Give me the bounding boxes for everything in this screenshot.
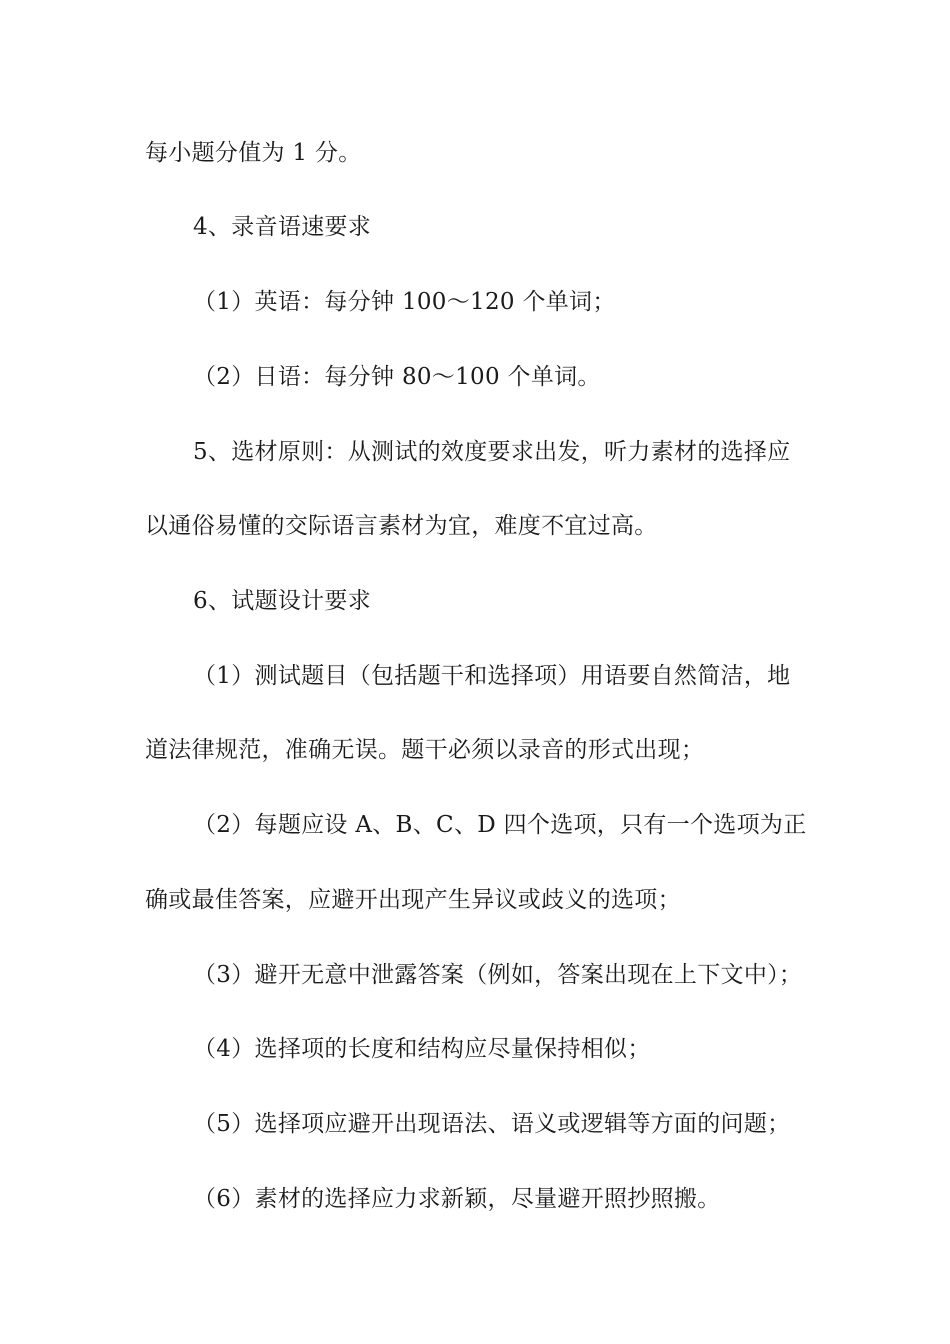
paragraph-line: 5、选材原则：从测试的效度要求出发，听力素材的选择应 (193, 439, 791, 465)
paragraph-line: 确或最佳答案，应避开出现产生异议或歧义的选项； (145, 887, 681, 913)
list-item: （3）避开无意中泄露答案（例如，答案出现在上下文中）； (193, 962, 803, 988)
list-item: （1）英语：每分钟 100～120 个单词； (193, 289, 616, 315)
paragraph-line: 以通俗易懂的交际语言素材为宜，难度不宜过高。 (145, 513, 658, 539)
list-item: （6）素材的选择应力求新颖，尽量避开照抄照搬。 (193, 1186, 721, 1212)
section-heading: 4、录音语速要求 (193, 214, 372, 240)
list-item: （1）测试题目（包括题干和选择项）用语要自然简洁，地 (193, 663, 791, 689)
list-item: （2）日语：每分钟 80～100 个单词。 (193, 364, 601, 390)
list-item: （5）选择项应避开出现语法、语义或逻辑等方面的问题； (193, 1111, 791, 1137)
list-item: （2）每题应设 A、B、C、D 四个选项，只有一个选项为正 (193, 812, 807, 838)
paragraph-line: 道法律规范，准确无误。题干必须以录音的形式出现； (145, 737, 705, 763)
paragraph-line: 每小题分值为 1 分。 (145, 140, 362, 166)
list-item: （4）选择项的长度和结构应尽量保持相似； (193, 1036, 651, 1062)
section-heading: 6、试题设计要求 (193, 588, 372, 614)
